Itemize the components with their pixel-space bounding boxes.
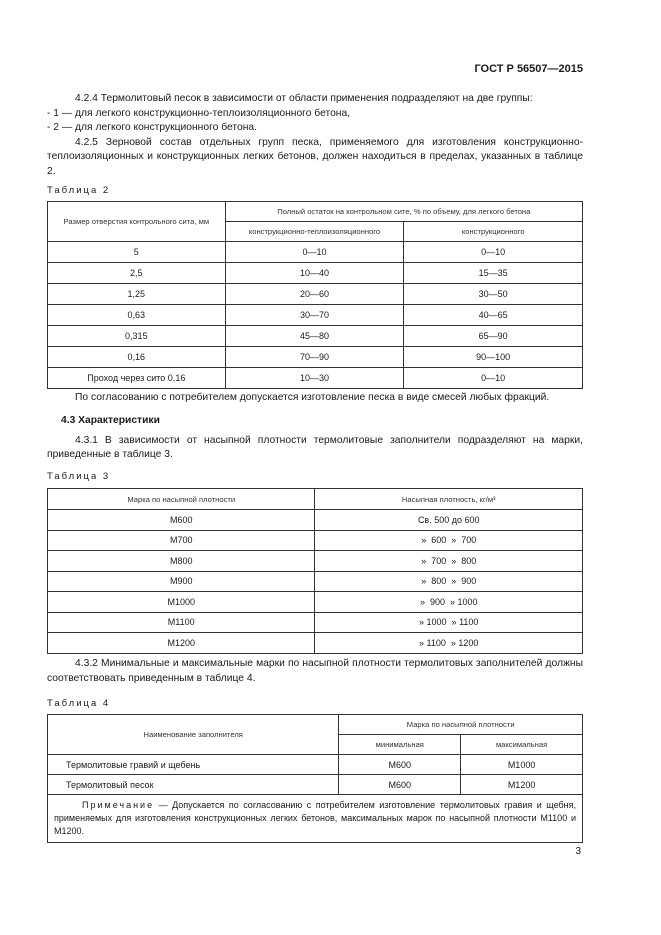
column-header: максимальная — [461, 735, 583, 755]
table-cell: » 600 » 700 — [315, 530, 583, 551]
table-cell: М1200 — [461, 775, 583, 795]
table-cell: Св. 500 до 600 — [315, 510, 583, 531]
table-cell: 0,315 — [48, 326, 226, 347]
table-cell: 0,63 — [48, 305, 226, 326]
table-caption: Таблица 4 — [47, 698, 111, 709]
table-note — [48, 795, 583, 843]
paragraph: 4.3.2 Минимальные и максимальные марки по насыпной плотности термолитовых заполнителей должны соответствовать приведенным в таблице 4. — [47, 658, 583, 684]
table-cell: М600 — [48, 510, 315, 531]
paragraph-block — [47, 391, 583, 406]
document-id: ГОСТ Р 56507—2015 — [474, 63, 583, 75]
table-cell: 65—90 — [404, 326, 583, 347]
table-cell: Проход через сито 0,16 — [48, 368, 226, 389]
page-number: 3 — [575, 846, 581, 857]
table-row — [48, 612, 583, 633]
table-cell: М700 — [48, 530, 315, 551]
table-cell: 90—100 — [404, 347, 583, 368]
section-4-2-4 — [47, 92, 583, 179]
table-row — [48, 530, 583, 551]
table-row — [48, 755, 583, 775]
note-text: — Допускается по согласованию с потребителем изготовление термолитовых гравия и щебня, применяемых для изготовления конструкционных легких бетонов, максимальных марок по насыпной плотности М1100 и М1200. — [54, 800, 576, 836]
table-row — [48, 263, 583, 284]
table-cell: 40—65 — [404, 305, 583, 326]
table-min-max-grades — [47, 714, 583, 843]
paragraph: По согласованию с потребителем допускается изготовление песка в виде смесей любых фракций. — [75, 392, 550, 403]
table-row — [48, 633, 583, 654]
table-cell: 30—50 — [404, 284, 583, 305]
table-cell: 15—35 — [404, 263, 583, 284]
table-cell: М800 — [48, 551, 315, 572]
column-group-header: Марка по насыпной плотности — [339, 715, 583, 735]
section-title: 4.3 Характеристики — [61, 415, 160, 426]
table-cell: 70—90 — [225, 347, 404, 368]
list-item: - 1 — для легкого конструкционно-теплоизоляционного бетона, — [47, 107, 351, 119]
table-cell: М1000 — [48, 592, 315, 613]
table-sieve-residue — [47, 201, 583, 389]
table-cell: 10—40 — [225, 263, 404, 284]
table-cell: 0—10 — [404, 242, 583, 263]
table-row — [48, 368, 583, 389]
table-cell: 20—60 — [225, 284, 404, 305]
column-header: минимальная — [339, 735, 461, 755]
table-cell: » 700 » 800 — [315, 551, 583, 572]
table-cell: 30—70 — [225, 305, 404, 326]
table-cell: 45—80 — [225, 326, 404, 347]
note-label: Примечание — [82, 800, 155, 810]
table-caption: Таблица 2 — [47, 185, 111, 196]
paragraph: 4.2.5 Зерновой состав отдельных групп песка, применяемого для изготовления конструкционно-теплоизоляционных и конструкционных легких бетонов, должен находиться в пределах, указанных в таблице 2. — [47, 136, 583, 177]
table-cell: М900 — [48, 571, 315, 592]
table-row — [48, 284, 583, 305]
table-row — [48, 305, 583, 326]
table-row — [48, 775, 583, 795]
column-header: Марка по насыпной плотности — [48, 489, 315, 510]
table-cell: » 1100 » 1200 — [315, 633, 583, 654]
column-header: Насыпная плотность, кг/м³ — [315, 489, 583, 510]
paragraph: 4.2.4 Термолитовый песок в зависимости от области применения подразделяют на две группы: — [75, 93, 533, 104]
section-4-3-2 — [47, 657, 583, 686]
column-header: Размер отверстия контрольного сита, мм — [48, 202, 226, 242]
table-row — [48, 347, 583, 368]
table-row — [48, 510, 583, 531]
table-cell: 0—10 — [225, 242, 404, 263]
table-cell: М600 — [339, 755, 461, 775]
table-cell: М1100 — [48, 612, 315, 633]
table-density-grades — [47, 488, 583, 654]
paragraph: 4.3.1 В зависимости от насыпной плотности термолитовые заполнители подразделяют на марки, приведенные в таблице 3. — [47, 434, 583, 460]
table-row — [48, 326, 583, 347]
table-cell: М1200 — [48, 633, 315, 654]
table-note-row — [48, 795, 583, 843]
section-4-3 — [47, 414, 583, 463]
table-cell: 2,5 — [48, 263, 226, 284]
table-cell: М600 — [339, 775, 461, 795]
table-row — [48, 571, 583, 592]
column-group-header: Полный остаток на контрольном сите, % по объему, для легкого бетона — [225, 202, 582, 222]
table-cell: 5 — [48, 242, 226, 263]
table-row — [48, 242, 583, 263]
table-cell: М1000 — [461, 755, 583, 775]
column-header: конструкционного — [404, 222, 583, 242]
table-cell: 1,25 — [48, 284, 226, 305]
list-item: - 2 — для легкого конструкционного бетона. — [47, 122, 257, 133]
table-cell: 0,16 — [48, 347, 226, 368]
table-cell: Термолитовые гравий и щебень — [48, 755, 339, 775]
table-cell: 0—10 — [404, 368, 583, 389]
table-cell: » 800 » 900 — [315, 571, 583, 592]
table-cell: 10—30 — [225, 368, 404, 389]
table-cell: » 1000 » 1100 — [315, 612, 583, 633]
table-row — [48, 592, 583, 613]
column-header: конструкционно-теплоизоляционного — [225, 222, 404, 242]
table-row — [48, 551, 583, 572]
table-caption: Таблица 3 — [47, 471, 111, 482]
table-cell: Термолитовый песок — [48, 775, 339, 795]
column-header: Наименование заполнителя — [48, 715, 339, 755]
table-cell: » 900 » 1000 — [315, 592, 583, 613]
